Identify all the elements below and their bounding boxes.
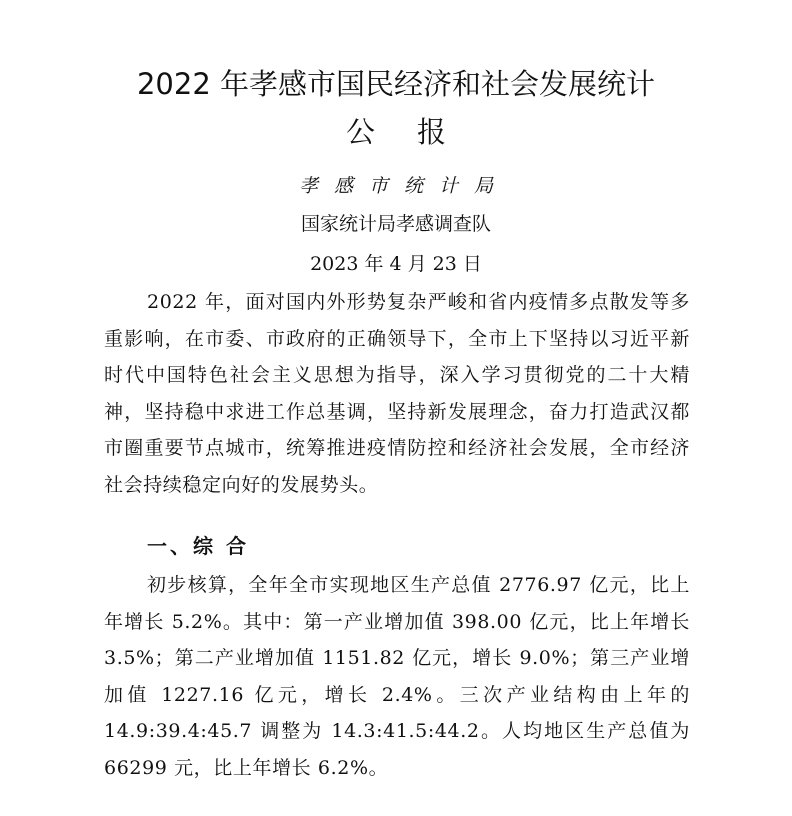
overview-paragraph: 初步核算，全年全市实现地区生产总值 2776.97 亿元，比上年增长 5.2%。其中：第一产业增加值 398.00 亿元，比上年增长 3.5%；第二产业增加值 1151.82 亿元，增长 9.0%；第三产业增加值 1227.16 亿元，增长 2.4%。三次产业结构由上年的 14.9:39.4:45.7 调整为 14.3:41.5:44.2。人均地区生产总值为 66299 元，比上年增长 6.2%。 xyxy=(104,574,690,779)
report-title-subtitle: 公报 xyxy=(345,115,488,149)
report-title: 2022 年孝感市国民经济和社会发展统计 xyxy=(136,67,656,101)
section-heading-overview: 一、综 合 xyxy=(147,534,249,558)
issuer-survey-team: 国家统计局孝感调查队 xyxy=(300,213,491,235)
publish-date: 2023 年 4 月 23 日 xyxy=(310,253,482,275)
intro-paragraph: 2022 年，面对国内外形势复杂严峻和省内疫情多点散发等多重影响，在市委、市政府的正确领导下，全市上下坚持以习近平新时代中国特色社会主义思想为指导，深入学习贯彻党的二十大精神，坚持稳中求进工作总基调，坚持新发展理念，奋力打造武汉都市圈重要节点城市，统筹推进疫情防控和经济社会发展，全市经济社会持续稳定向好的发展势头。 xyxy=(104,291,690,496)
issuer-statistics-bureau: 孝感市统计局 xyxy=(298,175,509,197)
